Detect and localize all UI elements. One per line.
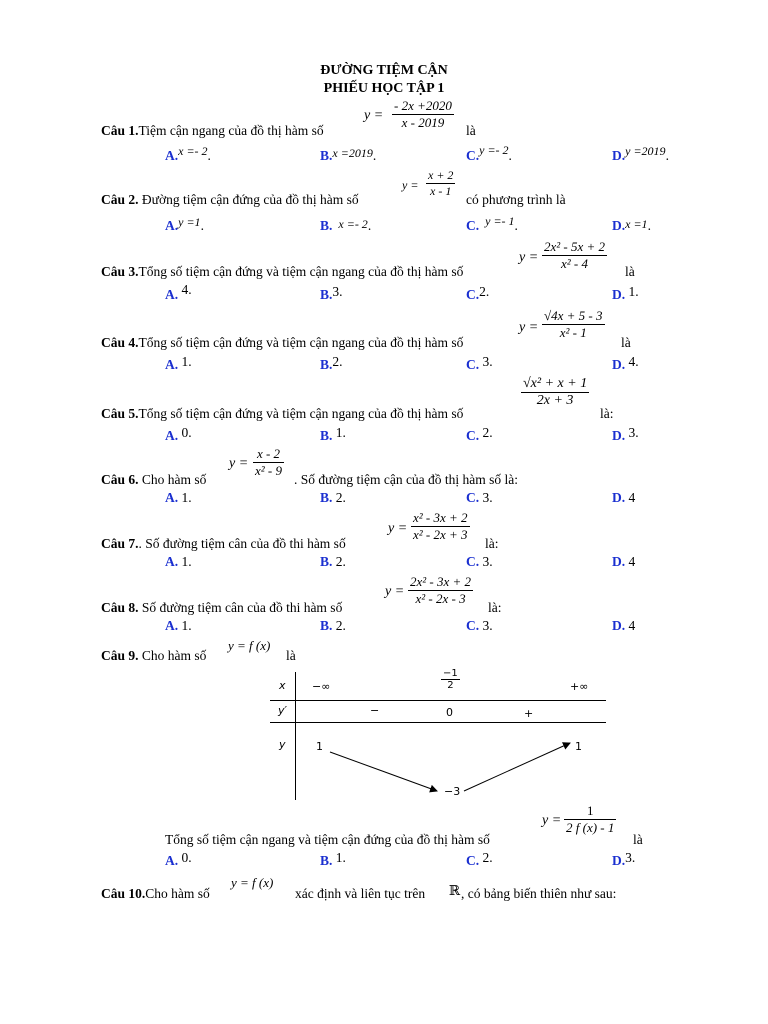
question-1: Câu 1.Tiệm cận ngang của đồ thị hàm số: [101, 123, 324, 138]
q1-lhs: y =: [364, 108, 384, 123]
table-pos-inf: +∞: [570, 680, 589, 693]
q3-option-a[interactable]: A. 4.: [165, 282, 192, 302]
q5-option-c[interactable]: C. 2.: [466, 425, 493, 443]
q6-option-d[interactable]: D. 4: [612, 490, 636, 505]
q3-option-b[interactable]: B.3.: [320, 284, 343, 302]
q9-option-a[interactable]: A. 0.: [165, 850, 192, 868]
q8-option-c[interactable]: C. 3.: [466, 618, 493, 633]
q6-fraction: $\frac{x - 2}{\text{x² - 9}}$: [255, 446, 282, 478]
question-9: Câu 9. Cho hàm số: [101, 648, 207, 663]
table-y-right: 1: [575, 740, 582, 753]
q6-tail: . Số đường tiệm cận của đồ thị hàm số là:: [294, 472, 519, 487]
table-y-left: 1: [316, 740, 323, 753]
question-5: Câu 5.Tổng số tiệm cận đứng và tiệm cận ngang của đồ thị hàm số: [101, 406, 464, 421]
q9-option-c[interactable]: C. 2.: [466, 850, 493, 868]
question-2: Câu 2. Đường tiệm cận đứng của đồ thị hàm số: [101, 192, 359, 207]
table-plus-sign: +: [524, 707, 534, 720]
q4-tail: là: [621, 335, 631, 350]
q3-lhs: y =: [519, 250, 539, 265]
table-x-critical: $\frac{-1}{2}$: [443, 668, 458, 691]
increase-arrow: [464, 743, 570, 791]
q9-fraction: $\frac{1}{2 f (x) - 1}$: [566, 803, 615, 835]
q4-option-a[interactable]: A. 1.: [165, 354, 192, 372]
q7-option-a[interactable]: A. 1.: [165, 554, 192, 569]
q1-option-d[interactable]: D.y =2019.: [612, 144, 669, 163]
q6-lhs: y =: [229, 456, 249, 471]
page-subtitle: PHIẾU HỌC TẬP 1: [323, 81, 445, 96]
q6-option-c[interactable]: C. 3.: [466, 490, 493, 505]
q3-option-c[interactable]: C.2.: [466, 284, 490, 302]
q7-option-d[interactable]: D. 4: [612, 554, 636, 569]
q10-function: y = f (x): [231, 875, 274, 890]
q9-function: y = f (x): [228, 638, 271, 653]
q2-fraction: $\frac{x + 2}{x - 1}$: [428, 168, 454, 198]
q5-fraction: $\frac{\text{√x² + x + 1}}{2x + 3}$: [523, 376, 588, 408]
table-y-label: y: [279, 738, 286, 751]
q8-option-a[interactable]: A. 1.: [165, 618, 192, 633]
q9-lhs: y =: [542, 813, 562, 828]
q1-fraction: $\frac{- 2x +2020}{x - 2019}$: [394, 98, 452, 130]
q2-option-a[interactable]: A.y =1.: [165, 215, 204, 233]
q9-tail: là: [286, 648, 296, 663]
q4-fraction: $\frac{√4x + 5 - 3}{\text{x² - 1}}$: [544, 308, 603, 340]
question-6: Câu 6. Cho hàm số: [101, 472, 207, 487]
question-3: Câu 3.Tổng số tiệm cận đứng và tiệm cận ngang của đồ thị hàm số: [101, 264, 464, 279]
q7-option-b[interactable]: B. 2.: [320, 554, 346, 569]
q4-option-c[interactable]: C. 3.: [466, 354, 493, 372]
q2-tail: có phương trình là: [466, 192, 566, 207]
question-10: Câu 10.Cho hàm số: [101, 886, 210, 901]
q9-subquestion: Tổng số tiệm cận ngang và tiệm cận đứng của đồ thị hàm số: [165, 832, 490, 847]
real-numbers-symbol: ℝ: [449, 883, 461, 898]
table-minus-sign: −: [370, 704, 380, 717]
table-x-label: x: [279, 679, 286, 692]
q5-option-a[interactable]: A. 0.: [165, 425, 192, 443]
q7-fraction: $\frac{\text{x² - 3x + 2}}{\text{x² - 2x + 3}}$: [413, 510, 468, 542]
q4-option-d[interactable]: D. 4.: [612, 354, 639, 372]
q7-option-c[interactable]: C. 3.: [466, 554, 493, 569]
q8-option-d[interactable]: D. 4: [612, 618, 636, 633]
q8-lhs: y =: [385, 584, 405, 599]
q5-option-d[interactable]: D. 3.: [612, 425, 639, 443]
q9-tail2: là: [633, 832, 643, 847]
q4-option-b[interactable]: B.2.: [320, 354, 343, 372]
q1-tail: là: [466, 123, 476, 138]
table-neg-inf: −∞: [312, 680, 331, 693]
q1-option-a[interactable]: A.x =- 2.: [165, 144, 211, 163]
q3-option-d[interactable]: D. 1.: [612, 284, 639, 302]
q4-lhs: y =: [519, 320, 539, 335]
q8-fraction: $\frac{\text{2x² - 3x + 2}}{\text{x² - 2x - 3}}$: [410, 574, 472, 606]
q3-tail: là: [625, 264, 635, 279]
question-7: Câu 7.. Số đường tiệm cân của đồ thi hàm số: [101, 536, 346, 551]
table-zero: 0: [446, 706, 453, 719]
q10-tail: , có bảng biến thiên như sau:: [461, 886, 617, 901]
table-yprime-label: y′: [278, 704, 288, 717]
question-8: Câu 8. Số đường tiệm cân của đồ thi hàm số: [101, 600, 343, 615]
q6-option-b[interactable]: B. 2.: [320, 490, 346, 505]
table-y-mid: −3: [444, 785, 461, 798]
q2-option-d[interactable]: D.x =1.: [612, 217, 651, 233]
q7-tail: là:: [485, 536, 499, 551]
question-4: Câu 4.Tổng số tiệm cận đứng và tiệm cận ngang của đồ thị hàm số: [101, 335, 464, 350]
page-title: ĐƯỜNG TIỆM CẬN: [320, 63, 448, 78]
decrease-arrow: [330, 752, 437, 791]
q2-lhs: y =: [402, 178, 419, 192]
q5-option-b[interactable]: B. 1.: [320, 425, 346, 443]
q9-option-d[interactable]: D.3.: [612, 850, 636, 868]
q8-tail: là:: [488, 600, 502, 615]
q7-lhs: y =: [388, 521, 408, 536]
q1-option-c[interactable]: C.y =- 2.: [466, 143, 512, 163]
q9-option-b[interactable]: B. 1.: [320, 850, 346, 868]
q1-option-b[interactable]: B.x =2019.: [320, 146, 377, 163]
q6-option-a[interactable]: A. 1.: [165, 490, 192, 505]
q8-option-b[interactable]: B. 2.: [320, 618, 346, 633]
q5-tail: là:: [600, 406, 614, 421]
q2-option-c[interactable]: C. y =- 1.: [466, 214, 518, 233]
q2-option-b[interactable]: B. x =- 2.: [320, 217, 372, 233]
q10-mid: xác định và liên tục trên: [295, 886, 426, 901]
q3-fraction: $\frac{\text{2x² - 5x + 2}}{\text{x² - 4}}$: [544, 239, 606, 271]
